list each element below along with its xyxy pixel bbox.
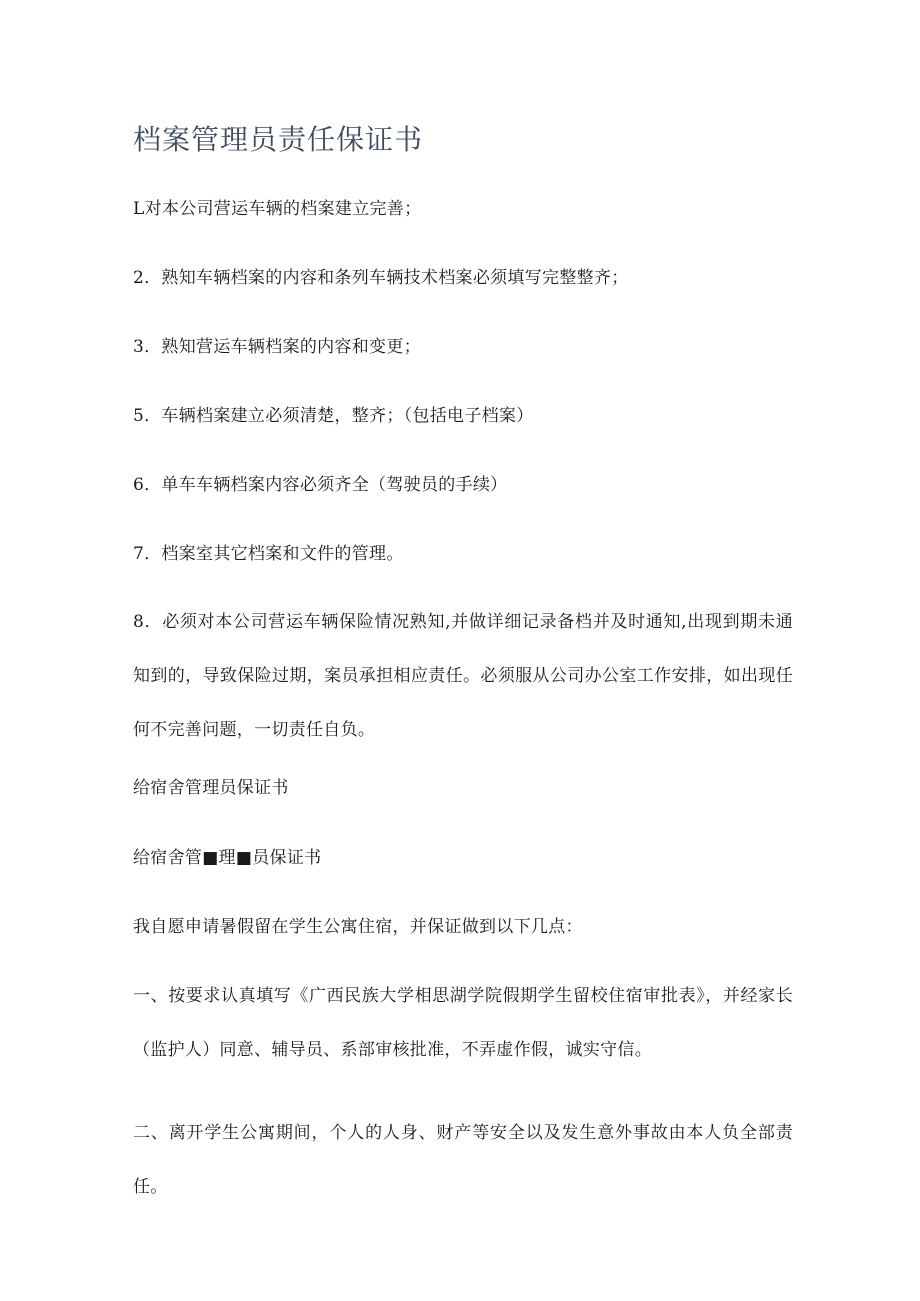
list-item: 5．车辆档案建立必须清楚，整齐；（包括电子档案） xyxy=(133,406,534,426)
list-item-8: 8．必须对本公司营运车辆保险情况熟知,并做详细记录备档并及时通知,出现到期未通知到的，导致保险过期，案员承担相应责任。必须服从公司办公室工作安排，如出现任何不完善问题，一切责任自负。 xyxy=(133,612,793,740)
list-item: 6．单车车辆档案内容必须齐全（驾驶员的手续） xyxy=(133,475,508,495)
list-item: L对本公司营运车辆的档案建立完善； xyxy=(133,199,422,219)
list-item: 7．档案室其它档案和文件的管理。 xyxy=(133,544,404,564)
list-item: 3．熟知营运车辆档案的内容和变更； xyxy=(133,337,421,357)
point-1: 一、按要求认真填写《广西民族大学相思湖学院假期学生留校住宿审批表》，并经家长（监护人）同意、辅导员、系部审核批准，不弄虚作假，诚实守信。 xyxy=(133,986,793,1060)
list-item: 2．熟知车辆档案的内容和条列车辆技术档案必须填写完整整齐； xyxy=(133,268,629,288)
point-2: 二、离开学生公寓期间，个人的人身、财产等安全以及发生意外事故由本人负全部责任。 xyxy=(133,1123,793,1197)
section-heading: 给宿舍管理员保证书 xyxy=(133,778,289,798)
document-title: 档案管理员责任保证书 xyxy=(133,123,424,156)
intro-paragraph: 我自愿申请暑假留在学生公寓住宿，并保证做到以下几点： xyxy=(133,917,583,937)
section-heading-alt: 给宿舍管■理■员保证书 xyxy=(133,848,322,868)
